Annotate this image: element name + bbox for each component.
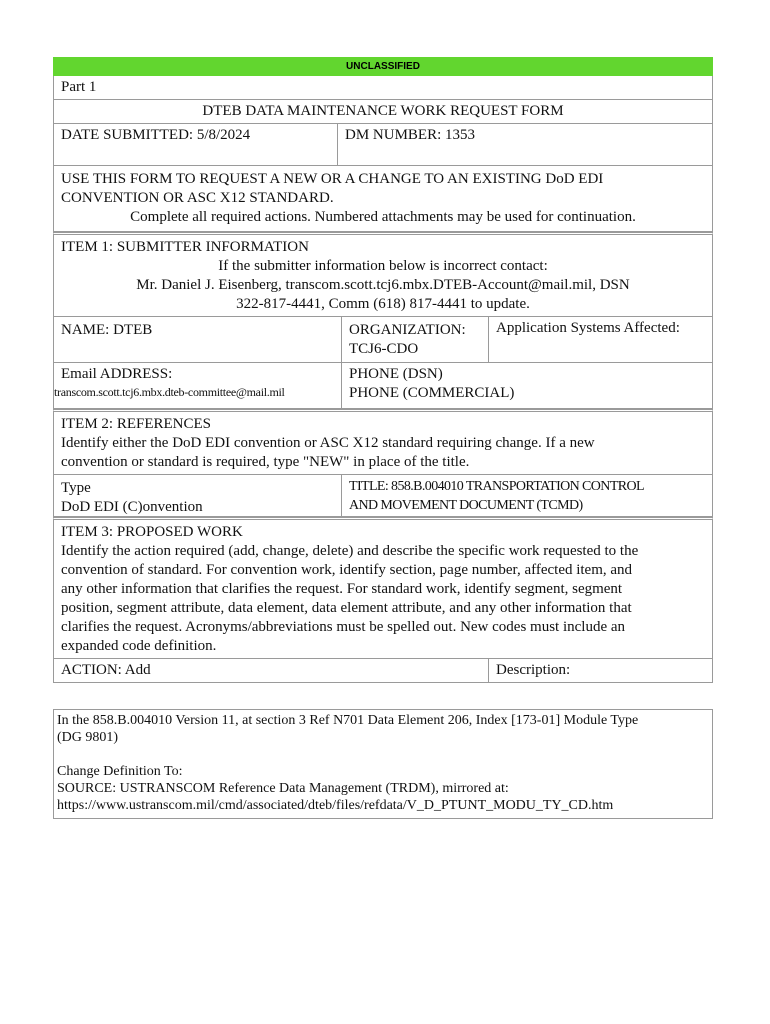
instructions-line-3: Complete all required actions. Numbered attachments may be used for continuation. xyxy=(130,209,636,225)
form-title: DTEB DATA MAINTENANCE WORK REQUEST FORM xyxy=(202,103,564,119)
item1-heading: ITEM 1: SUBMITTER INFORMATION xyxy=(61,239,309,255)
part-label: Part 1 xyxy=(61,79,97,95)
work-request-form xyxy=(53,57,713,683)
description-text-box[interactable] xyxy=(53,709,713,819)
description-line-2: (DG 9801) xyxy=(57,730,119,745)
item3-line-4: position, segment attribute, data element, data element attribute, and any other information that xyxy=(61,600,632,616)
description-label: Description: xyxy=(488,659,712,682)
instructions-line-1: USE THIS FORM TO REQUEST A NEW OR A CHANGE TO AN EXISTING DoD EDI xyxy=(61,171,604,187)
item2-header-row xyxy=(53,409,713,475)
description-line-5: https://www.ustranscom.mil/cmd/associated/dteb/files/refdata/V_D_PTUNT_MODU_TY_CD.htm xyxy=(57,798,614,813)
instructions-row xyxy=(53,166,713,232)
item3-heading: ITEM 3: PROPOSED WORK xyxy=(61,524,243,540)
item3-line-1: Identify the action required (add, change, delete) and describe the specific work requested to the xyxy=(61,543,639,559)
type-title-row xyxy=(53,475,713,517)
item3-line-6: expanded code definition. xyxy=(61,638,217,654)
organization-label: ORGANIZATION: xyxy=(349,322,466,338)
title-cell xyxy=(341,475,712,516)
dm-number: DM NUMBER: 1353 xyxy=(337,124,712,165)
action-value: ACTION: Add xyxy=(61,662,151,678)
item2-line-1: Identify either the DoD EDI convention or ASC X12 standard requiring change. If a new xyxy=(61,435,595,451)
phone-commercial: PHONE (COMMERCIAL) xyxy=(349,385,515,401)
date-submitted: DATE SUBMITTED: 5/8/2024 xyxy=(61,127,251,143)
type-cell xyxy=(54,475,341,516)
organization-value: TCJ6-CDO xyxy=(349,341,419,357)
item1-header-row xyxy=(53,232,713,317)
phone-dsn: PHONE (DSN) xyxy=(349,366,443,382)
description-line-3: Change Definition To: xyxy=(57,764,183,779)
title-line-2: AND MOVEMENT DOCUMENT (TCMD) xyxy=(349,498,583,513)
item3-line-3: any other information that clarifies the request. For standard work, identify segment, segment xyxy=(61,581,623,597)
organization-cell xyxy=(341,317,488,362)
item2-line-2: convention or standard is required, type "NEW" in place of the title. xyxy=(61,454,470,470)
description-line-4: SOURCE: USTRANSCOM Reference Data Management (TRDM), mirrored at: xyxy=(57,781,509,796)
application-systems-affected: Application Systems Affected: xyxy=(488,317,712,362)
part-row xyxy=(53,76,713,100)
email-phone-row xyxy=(53,363,713,409)
email-label: Email ADDRESS: xyxy=(61,366,173,382)
title-line-1: TITLE: 858.B.004010 TRANSPORTATION CONTROL xyxy=(349,479,644,494)
item3-header-row xyxy=(53,517,713,659)
date-dm-row xyxy=(53,124,713,166)
type-label: Type xyxy=(61,480,91,496)
item3-line-2: convention of standard. For convention work, identify section, page number, affected item, and xyxy=(61,562,633,578)
item1-line-2: Mr. Daniel J. Eisenberg, transcom.scott.tcj6.mbx.DTEB-Account@mail.mil, DSN xyxy=(136,277,630,293)
instructions-line-2: CONVENTION OR ASC X12 STANDARD. xyxy=(61,190,334,206)
item2-heading: ITEM 2: REFERENCES xyxy=(61,416,212,432)
action-description-row xyxy=(53,659,713,683)
email-value: transcom.scott.tcj6.mbx.dteb-committee@mail.mil xyxy=(54,385,285,399)
item1-line-3: 322-817-4441, Comm (618) 817-4441 to update. xyxy=(236,296,530,312)
name-org-row xyxy=(53,317,713,363)
classification-banner: UNCLASSIFIED xyxy=(53,57,713,76)
submitter-name: NAME: DTEB xyxy=(61,322,153,338)
email-cell xyxy=(54,363,341,408)
title-row xyxy=(53,100,713,124)
item3-line-5: clarifies the request. Acronyms/abbreviations must be spelled out. New codes must include an xyxy=(61,619,626,635)
phone-cell xyxy=(341,363,712,408)
description-line-1: In the 858.B.004010 Version 11, at section 3 Ref N701 Data Element 206, Index [173-01] Module Type xyxy=(57,713,639,728)
item1-line-1: If the submitter information below is incorrect contact: xyxy=(218,258,548,274)
type-value: DoD EDI (C)onvention xyxy=(61,499,203,515)
